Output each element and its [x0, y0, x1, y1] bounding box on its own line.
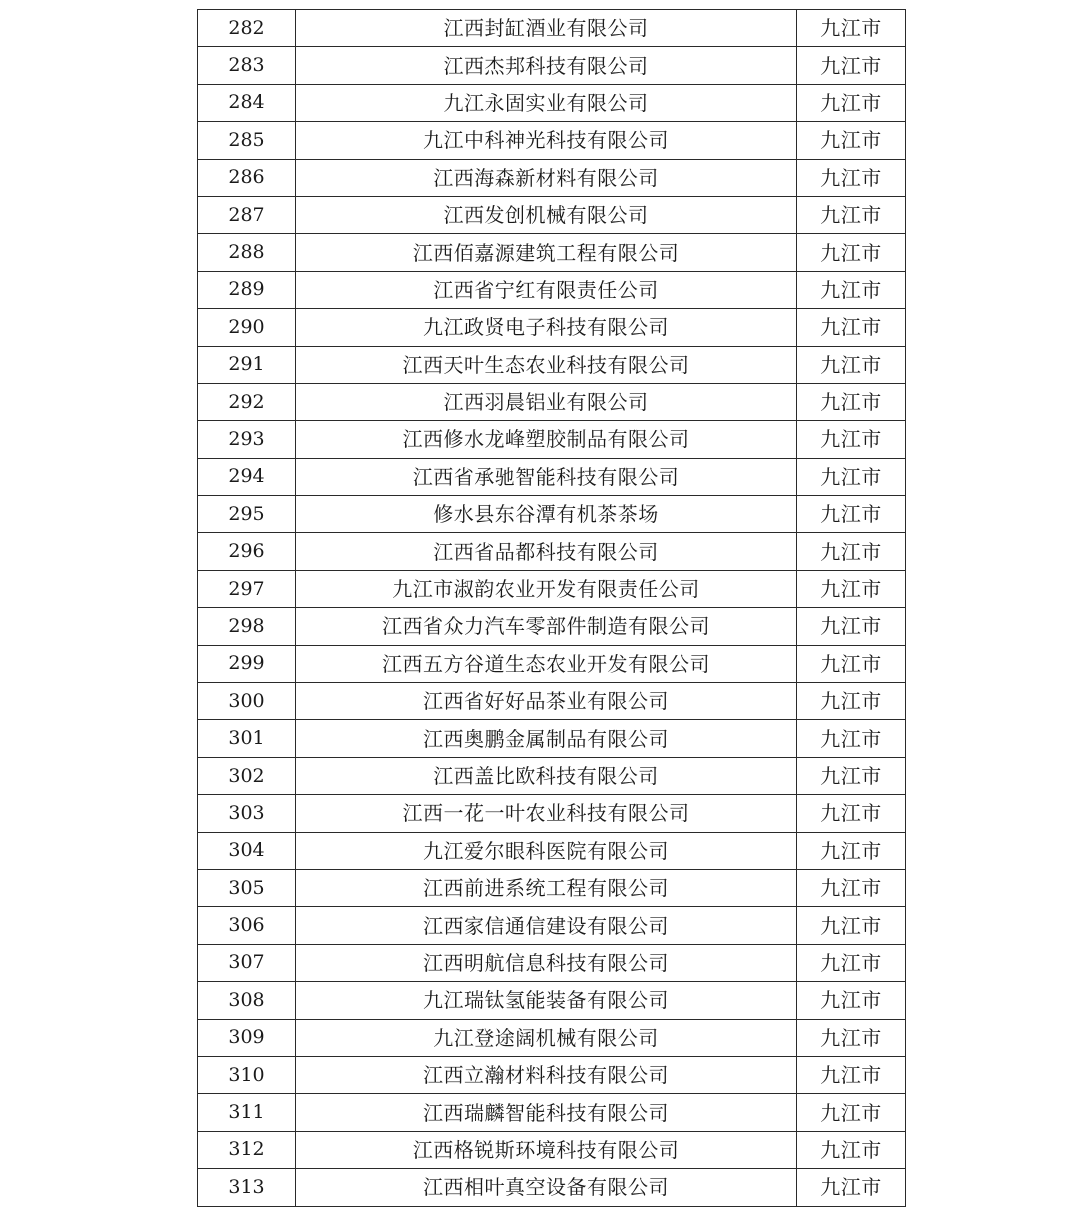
company-name-cell: 江西天叶生态农业科技有限公司: [296, 346, 797, 383]
company-name-cell: 九江登途阔机械有限公司: [296, 1019, 797, 1056]
company-name-cell: 江西明航信息科技有限公司: [296, 944, 797, 981]
row-number-cell: 312: [198, 1131, 296, 1168]
city-cell: 九江市: [797, 496, 906, 533]
table-row: [198, 795, 906, 832]
table-row: [198, 907, 906, 944]
row-number-cell: 284: [198, 84, 296, 121]
city-cell: 九江市: [797, 309, 906, 346]
table-row: [198, 944, 906, 981]
row-number-cell: 288: [198, 234, 296, 271]
row-number-cell: 295: [198, 496, 296, 533]
row-number-cell: 291: [198, 346, 296, 383]
row-number-cell: 307: [198, 944, 296, 981]
table-row: [198, 1131, 906, 1168]
company-name-cell: 江西格锐斯环境科技有限公司: [296, 1131, 797, 1168]
company-name-cell: 江西省承驰智能科技有限公司: [296, 458, 797, 495]
city-cell: 九江市: [797, 683, 906, 720]
row-number-cell: 283: [198, 47, 296, 84]
city-cell: 九江市: [797, 645, 906, 682]
table-row: [198, 234, 906, 271]
table-row: [198, 122, 906, 159]
company-name-cell: 九江爱尔眼科医院有限公司: [296, 832, 797, 869]
city-cell: 九江市: [797, 346, 906, 383]
table-row: [198, 1019, 906, 1056]
table-row: [198, 1056, 906, 1093]
table-row: [198, 832, 906, 869]
company-name-cell: 江西相叶真空设备有限公司: [296, 1169, 797, 1206]
row-number-cell: 308: [198, 982, 296, 1019]
company-name-cell: 江西发创机械有限公司: [296, 196, 797, 233]
table-row: [198, 196, 906, 233]
city-cell: 九江市: [797, 1019, 906, 1056]
city-cell: 九江市: [797, 10, 906, 47]
table-row: [198, 10, 906, 47]
city-cell: 九江市: [797, 1056, 906, 1093]
city-cell: 九江市: [797, 458, 906, 495]
row-number-cell: 304: [198, 832, 296, 869]
company-name-cell: 江西五方谷道生态农业开发有限公司: [296, 645, 797, 682]
table-row: [198, 383, 906, 420]
company-name-cell: 江西盖比欧科技有限公司: [296, 757, 797, 794]
row-number-cell: 285: [198, 122, 296, 159]
table-row: [198, 346, 906, 383]
company-name-cell: 江西佰嘉源建筑工程有限公司: [296, 234, 797, 271]
row-number-cell: 289: [198, 271, 296, 308]
city-cell: 九江市: [797, 84, 906, 121]
city-cell: 九江市: [797, 234, 906, 271]
table-row: [198, 1169, 906, 1206]
company-name-cell: 江西杰邦科技有限公司: [296, 47, 797, 84]
row-number-cell: 313: [198, 1169, 296, 1206]
table-row: [198, 570, 906, 607]
city-cell: 九江市: [797, 869, 906, 906]
row-number-cell: 290: [198, 309, 296, 346]
table-row: [198, 47, 906, 84]
company-list-table: [197, 9, 906, 1207]
city-cell: 九江市: [797, 421, 906, 458]
city-cell: 九江市: [797, 1094, 906, 1131]
row-number-cell: 300: [198, 683, 296, 720]
row-number-cell: 294: [198, 458, 296, 495]
city-cell: 九江市: [797, 196, 906, 233]
table-row: [198, 645, 906, 682]
row-number-cell: 306: [198, 907, 296, 944]
table-row: [198, 683, 906, 720]
company-name-cell: 九江中科神光科技有限公司: [296, 122, 797, 159]
city-cell: 九江市: [797, 795, 906, 832]
table-row: [198, 1094, 906, 1131]
row-number-cell: 309: [198, 1019, 296, 1056]
table-row: [198, 159, 906, 196]
company-name-cell: 九江政贤电子科技有限公司: [296, 309, 797, 346]
table-row: [198, 757, 906, 794]
table-row: [198, 458, 906, 495]
company-name-cell: 江西省宁红有限责任公司: [296, 271, 797, 308]
company-name-cell: 江西封缸酒业有限公司: [296, 10, 797, 47]
company-name-cell: 江西修水龙峰塑胶制品有限公司: [296, 421, 797, 458]
row-number-cell: 311: [198, 1094, 296, 1131]
city-cell: 九江市: [797, 271, 906, 308]
company-name-cell: 江西奥鹏金属制品有限公司: [296, 720, 797, 757]
row-number-cell: 293: [198, 421, 296, 458]
city-cell: 九江市: [797, 982, 906, 1019]
city-cell: 九江市: [797, 533, 906, 570]
city-cell: 九江市: [797, 757, 906, 794]
company-list-table-container: [197, 9, 904, 1207]
table-row: [198, 271, 906, 308]
table-row: [198, 421, 906, 458]
city-cell: 九江市: [797, 1131, 906, 1168]
company-name-cell: 江西省众力汽车零部件制造有限公司: [296, 608, 797, 645]
row-number-cell: 305: [198, 869, 296, 906]
company-name-cell: 修水县东谷潭有机茶茶场: [296, 496, 797, 533]
company-name-cell: 江西一花一叶农业科技有限公司: [296, 795, 797, 832]
company-name-cell: 江西海森新材料有限公司: [296, 159, 797, 196]
table-row: [198, 533, 906, 570]
row-number-cell: 297: [198, 570, 296, 607]
city-cell: 九江市: [797, 383, 906, 420]
city-cell: 九江市: [797, 122, 906, 159]
table-row: [198, 608, 906, 645]
company-name-cell: 江西前进系统工程有限公司: [296, 869, 797, 906]
row-number-cell: 286: [198, 159, 296, 196]
company-name-cell: 江西立瀚材料科技有限公司: [296, 1056, 797, 1093]
table-body: [198, 10, 906, 1207]
row-number-cell: 302: [198, 757, 296, 794]
row-number-cell: 282: [198, 10, 296, 47]
company-name-cell: 江西省品都科技有限公司: [296, 533, 797, 570]
table-row: [198, 496, 906, 533]
row-number-cell: 303: [198, 795, 296, 832]
city-cell: 九江市: [797, 907, 906, 944]
table-row: [198, 309, 906, 346]
city-cell: 九江市: [797, 159, 906, 196]
city-cell: 九江市: [797, 608, 906, 645]
city-cell: 九江市: [797, 570, 906, 607]
row-number-cell: 298: [198, 608, 296, 645]
city-cell: 九江市: [797, 1169, 906, 1206]
city-cell: 九江市: [797, 832, 906, 869]
company-name-cell: 九江瑞钛氢能装备有限公司: [296, 982, 797, 1019]
row-number-cell: 299: [198, 645, 296, 682]
row-number-cell: 292: [198, 383, 296, 420]
city-cell: 九江市: [797, 944, 906, 981]
company-name-cell: 江西羽晨铝业有限公司: [296, 383, 797, 420]
table-row: [198, 869, 906, 906]
company-name-cell: 江西省好好品茶业有限公司: [296, 683, 797, 720]
row-number-cell: 296: [198, 533, 296, 570]
table-row: [198, 84, 906, 121]
row-number-cell: 287: [198, 196, 296, 233]
company-name-cell: 江西瑞麟智能科技有限公司: [296, 1094, 797, 1131]
city-cell: 九江市: [797, 720, 906, 757]
table-row: [198, 982, 906, 1019]
table-row: [198, 720, 906, 757]
row-number-cell: 310: [198, 1056, 296, 1093]
company-name-cell: 九江市淑韵农业开发有限责任公司: [296, 570, 797, 607]
row-number-cell: 301: [198, 720, 296, 757]
company-name-cell: 九江永固实业有限公司: [296, 84, 797, 121]
company-name-cell: 江西家信通信建设有限公司: [296, 907, 797, 944]
city-cell: 九江市: [797, 47, 906, 84]
